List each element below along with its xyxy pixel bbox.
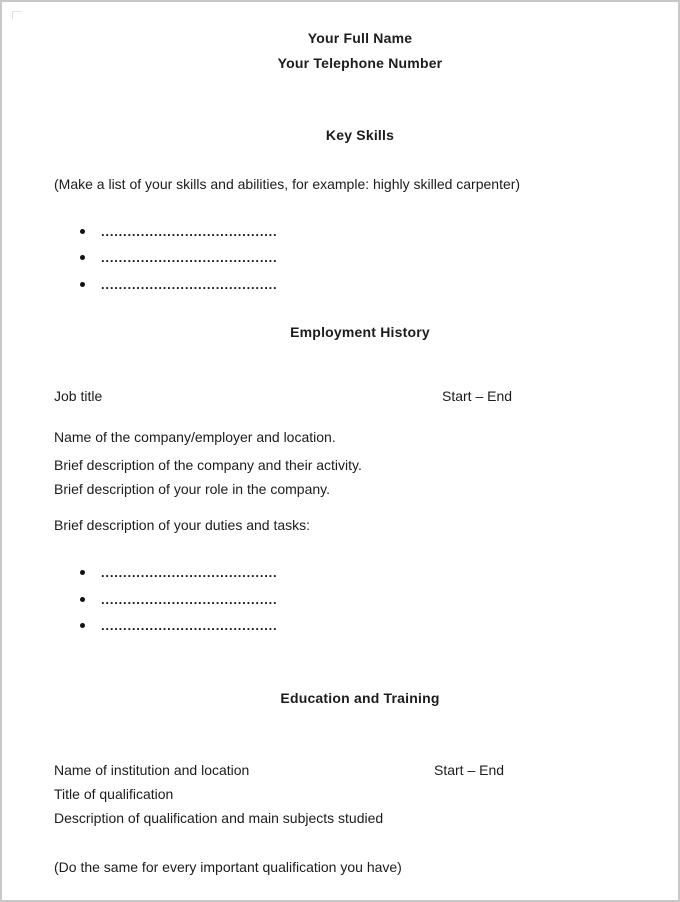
dotted-fill-line: ........................................: [101, 277, 278, 292]
section-title-employment-history: Employment History: [290, 324, 430, 340]
job-title-label: Job title: [54, 388, 103, 404]
full-name-heading: Your Full Name: [307, 30, 413, 46]
page-corner-crop-mark: [12, 11, 22, 19]
bullet-dot-icon: [80, 570, 85, 575]
key-skills-bullet-item: [80, 250, 277, 265]
section-title-education-training: Education and Training: [280, 690, 440, 706]
bullet-dot-icon: [80, 255, 85, 260]
duties-intro-line: Brief description of your duties and tasks:: [54, 517, 311, 533]
bullet-dot-icon: [80, 597, 85, 602]
bullet-dot-icon: [80, 229, 85, 234]
education-date-range-label: Start – End: [434, 762, 505, 778]
qualification-title-line: Title of qualification: [54, 786, 174, 802]
company-role-line: Brief description of your role in the company.: [54, 481, 330, 497]
company-name-line: Name of the company/employer and location.: [54, 429, 336, 445]
key-skills-hint: (Make a list of your skills and abilities, for example: highly skilled carpenter): [54, 176, 521, 192]
company-activity-line: Brief description of the company and their activity.: [54, 457, 362, 473]
telephone-number-heading: Your Telephone Number: [277, 55, 443, 71]
dotted-fill-line: ........................................: [101, 618, 278, 633]
dotted-fill-line: ........................................: [101, 592, 278, 607]
institution-label: Name of institution and location: [54, 762, 250, 778]
key-skills-bullet-item: [80, 277, 277, 292]
dotted-fill-line: ........................................: [101, 224, 278, 239]
qualification-description-line: Description of qualification and main subjects studied: [54, 810, 384, 826]
employment-date-range-label: Start – End: [442, 388, 513, 404]
key-skills-bullet-item: [80, 224, 277, 239]
duties-bullet-item: [80, 592, 277, 607]
bullet-dot-icon: [80, 282, 85, 287]
section-title-key-skills: Key Skills: [325, 127, 395, 143]
duties-bullet-item: [80, 565, 277, 580]
duties-bullet-item: [80, 618, 277, 633]
dotted-fill-line: ........................................: [101, 250, 278, 265]
bullet-dot-icon: [80, 623, 85, 628]
education-note-line: (Do the same for every important qualification you have): [54, 859, 402, 875]
dotted-fill-line: ........................................: [101, 565, 278, 580]
